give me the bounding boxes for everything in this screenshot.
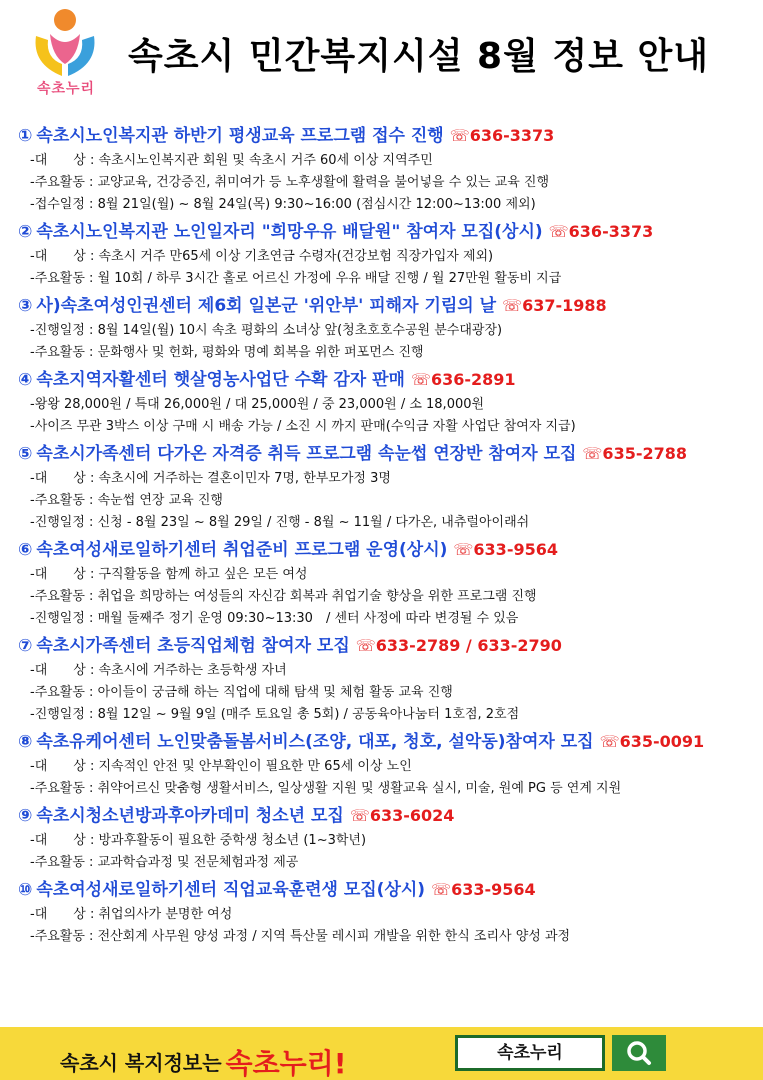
section-detail-line: -대 상 : 속초시 거주 만65세 이상 기초연금 수령자(건강보험 직장가입자 제외) — [30, 249, 494, 264]
search-button[interactable] — [612, 1035, 666, 1071]
section-detail-line: -진행일정 : 8월 14일(월) 10시 속초 평화의 소녀상 앞(청초호호수공원 분수대광장) — [30, 323, 503, 338]
section-title-text: 속초시청소년방과후아카데미 청소년 모집 — [36, 806, 344, 826]
section-detail-line: -대 상 : 취업의사가 분명한 여성 — [30, 907, 233, 922]
section-detail-line: -주요활동 : 문화행사 및 헌화, 평화와 명예 회복을 위한 퍼포먼스 진행 — [30, 345, 424, 360]
section-number: ③ — [18, 296, 33, 316]
section-detail-line: -주요활동 : 교과학습과정 및 전문체험과정 제공 — [30, 855, 299, 870]
section-number: ① — [18, 126, 33, 146]
section-title-text: 사)속초여성인권센터 제6회 일본군 '위안부' 피해자 기림의 날 — [36, 296, 497, 316]
section-detail-line: -대 상 : 속초시노인복지관 회원 및 속초시 거주 60세 이상 지역주민 — [30, 153, 433, 168]
notice-section — [18, 440, 758, 534]
notice-section — [18, 632, 758, 726]
section-detail-line: -주요활동 : 취업을 희망하는 여성들의 자신감 회복과 취업기술 향상을 위한 프로그램 진행 — [30, 589, 537, 604]
section-detail-line: -대 상 : 속초시에 거주하는 초등학생 자녀 — [30, 663, 287, 678]
section-number: ④ — [18, 370, 33, 390]
section-title-text: 속초시노인복지관 하반기 평생교육 프로그램 접수 진행 — [36, 126, 444, 146]
search-icon — [612, 1035, 666, 1071]
footer-banner — [0, 1027, 763, 1080]
notice-section — [18, 536, 758, 630]
section-phone: ☏633-9564 — [431, 880, 536, 899]
section-title — [18, 802, 758, 830]
page-title: 속초시 민간복지시설 8월 정보 안내 — [128, 36, 710, 77]
section-number: ⑦ — [18, 636, 33, 656]
notice-section — [18, 366, 758, 438]
section-detail-line: -대 상 : 지속적인 안전 및 안부확인이 필요한 만 65세 이상 노인 — [30, 759, 412, 774]
section-phone: ☏635-2788 — [582, 444, 687, 463]
section-detail-line: -진행일정 : 8월 12일 ~ 9월 9일 (매주 토요일 총 5회) / 공동육아나눔터 1호점, 2호점 — [30, 707, 520, 722]
section-detail-line: -주요활동 : 속눈썹 연장 교육 진행 — [30, 493, 223, 508]
search-text: 속초누리 — [497, 1043, 563, 1063]
section-phone: ☏637-1988 — [502, 296, 607, 315]
notice-list — [18, 120, 758, 948]
notice-section — [18, 292, 758, 364]
section-phone: ☏636-3373 — [449, 126, 555, 145]
section-detail-line: -주요활동 : 전산회계 사무원 양성 과정 / 지역 특산물 레시피 개발을 위한 한식 조리사 양성 과정 — [30, 929, 571, 944]
section-number: ⑩ — [18, 880, 33, 900]
section-phone: ☏633-6024 — [349, 806, 455, 825]
section-detail-line: -접수일정 : 8월 21일(월) ~ 8월 24일(목) 9:30~16:00 (점심시간 12:00~13:00 제외) — [30, 197, 536, 212]
section-detail-line: -대 상 : 구직활동을 함께 하고 싶은 모든 여성 — [30, 567, 308, 582]
section-title — [18, 366, 758, 394]
section-title-text: 속초여성새로일하기센터 취업준비 프로그램 운영(상시) — [36, 540, 448, 560]
section-title — [18, 218, 758, 246]
section-detail-line: -주요활동 : 아이들이 궁금해 하는 직업에 대해 탐색 및 체험 활동 교육 진행 — [30, 685, 453, 700]
section-number: ⑨ — [18, 806, 33, 826]
section-title-text: 속초여성새로일하기센터 직업교육훈련생 모집(상시) — [36, 880, 426, 900]
notice-section — [18, 802, 758, 874]
notice-section — [18, 876, 758, 948]
section-title-text: 속초시노인복지관 노인일자리 "희망우유 배달원" 참여자 모집(상시) — [36, 222, 543, 242]
section-phone: ☏636-2891 — [410, 370, 516, 389]
footer-label: 속초시 복지정보는 — [60, 1051, 222, 1075]
search-box[interactable] — [455, 1035, 605, 1071]
section-detail-line: -진행일정 : 매월 둘째주 정기 운영 09:30~13:30 / 센터 사정에 따라 변경될 수 있음 — [30, 611, 519, 626]
section-title — [18, 292, 758, 320]
section-detail-line: -사이즈 무관 3박스 이상 구매 시 배송 가능 / 소진 시 까지 판매(수익금 자활 사업단 참여자 지급) — [30, 419, 576, 434]
section-title — [18, 536, 758, 564]
section-title — [18, 440, 758, 468]
footer-text — [60, 1039, 347, 1079]
section-title-text: 속초유케어센터 노인맞춤돌봄서비스(조양, 대포, 청호, 설악동)참여자 모집 — [36, 732, 594, 752]
section-title-text: 속초시가족센터 초등직업체험 참여자 모집 — [36, 636, 350, 656]
section-detail-line: -진행일정 : 신청 - 8월 23일 ~ 8월 29일 / 진행 - 8월 ~ 11월 / 다가온, 내츄럴아이래쉬 — [30, 515, 530, 530]
footer-brand: 속초누리! — [225, 1047, 347, 1080]
section-detail-line: -왕왕 28,000원 / 특대 26,000원 / 대 25,000원 / 중 23,000원 / 소 18,000원 — [30, 397, 485, 412]
header — [0, 0, 763, 112]
section-phone: ☏633-9564 — [453, 540, 558, 559]
section-detail-line: -주요활동 : 교양교육, 건강증진, 취미여가 등 노후생활에 활력을 불어넣을 수 있는 교육 진행 — [30, 175, 550, 190]
section-detail-line: -주요활동 : 취약어르신 맞춤형 생활서비스, 일상생활 지원 및 생활교육 실시, 미술, 원예 PG 등 연계 지원 — [30, 781, 622, 796]
notice-section — [18, 728, 758, 800]
section-phone: ☏636-3373 — [548, 222, 654, 241]
notice-section — [18, 122, 758, 216]
section-number: ⑧ — [18, 732, 33, 752]
section-phone: ☏633-2789 / 633-2790 — [355, 636, 562, 655]
section-detail-line: -주요활동 : 월 10회 / 하루 3시간 홀로 어르신 가정에 우유 배달 진행 / 월 27만원 활동비 지급 — [30, 271, 562, 286]
logo-text: 속초누리 — [36, 81, 96, 97]
section-phone: ☏635-0091 — [599, 732, 705, 751]
section-title — [18, 876, 758, 904]
notice-section — [18, 218, 758, 290]
section-title-text: 속초시가족센터 다가온 자격증 취득 프로그램 속눈썹 연장반 참여자 모집 — [36, 444, 577, 464]
section-number: ⑥ — [18, 540, 33, 560]
section-title — [18, 632, 758, 660]
section-detail-line: -대 상 : 속초시에 거주하는 결혼이민자 7명, 한부모가정 3명 — [30, 471, 391, 486]
section-title — [18, 728, 758, 756]
section-number: ② — [18, 222, 33, 242]
section-title-text: 속초지역자활센터 햇살영농사업단 수확 감자 판매 — [36, 370, 405, 390]
section-title — [18, 122, 758, 150]
section-detail-line: -대 상 : 방과후활동이 필요한 중학생 청소년 (1~3학년) — [30, 833, 367, 848]
section-number: ⑤ — [18, 444, 33, 464]
